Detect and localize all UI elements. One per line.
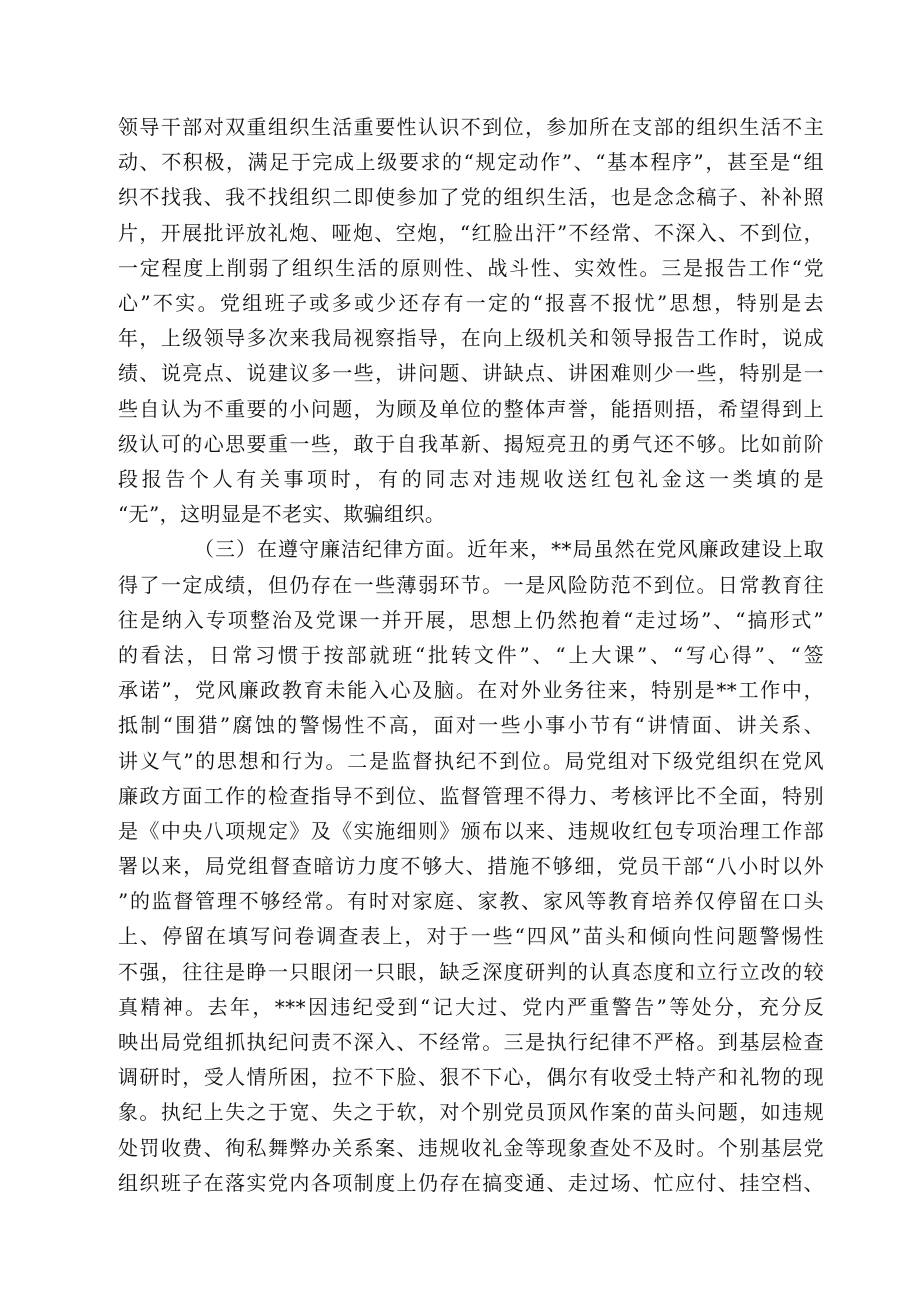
text-line: 讲义气”的思想和行为。二是监督执纪不到位。局党组对下级党组织在党风: [118, 748, 824, 773]
text-line: 往是纳入专项整治及党课一并开展，思想上仍然抱着“走过场”、“搞形式”: [118, 607, 824, 632]
text-line: 象。执纪上失之于宽、失之于软，对个别党员顶风作案的苗头问题，如违规: [118, 1100, 824, 1125]
text-line: 承诺”，党风廉政教育未能入心及脑。在对外业务往来，特别是**工作中，: [118, 678, 824, 703]
text-line: 不强，往往是睁一只眼闭一只眼，缺乏深度研判的认真态度和立行立改的较: [118, 959, 824, 984]
text-line: 年，上级领导多次来我局视察指导，在向上级机关和领导报告工作时，说成: [118, 326, 824, 351]
text-line: 真精神。去年，***因违纪受到“记大过、党内严重警告”等处分，充分反: [118, 994, 824, 1019]
paragraph-heading-line: （三）在遵守廉洁纪律方面。近年来，**局虽然在党风廉政建设上取: [194, 537, 824, 562]
text-line: “无”，这明显是不老实、欺骗组织。: [118, 502, 446, 527]
text-line: 是《中央八项规定》及《实施细则》颁布以来、违规收红包专项治理工作部: [118, 818, 824, 843]
text-line: 一定程度上削弱了组织生活的原则性、战斗性、实效性。三是报告工作“党: [118, 255, 824, 280]
text-line: 级认可的心思要重一些，敢于自我革新、揭短亮丑的勇气还不够。比如前阶: [118, 431, 824, 456]
text-line: 廉政方面工作的检查指导不到位、监督管理不得力、考核评比不全面，特别: [118, 783, 824, 808]
text-line: 领导干部对双重组织生活重要性认识不到位，参加所在支部的组织生活不主: [118, 115, 824, 139]
text-line: 心”不实。党组班子或多或少还存有一定的“报喜不报忧”思想，特别是去: [118, 290, 824, 315]
text-line: ”的监督管理不够经常。有时对家庭、家教、家风等教育培养仅停留在口头: [118, 889, 824, 914]
text-line: 得了一定成绩，但仍存在一些薄弱环节。一是风险防范不到位。日常教育往: [118, 572, 824, 597]
text-line: 些自认为不重要的小问题，为顾及单位的整体声誉，能捂则捂，希望得到上: [118, 396, 824, 421]
text-line: 署以来，局党组督查暗访力度不够大、措施不够细，党员干部“八小时以外: [118, 854, 824, 879]
text-line: 绩、说亮点、说建议多一些，讲问题、讲缺点、讲困难则少一些，特别是一: [118, 361, 824, 386]
text-line: 片，开展批评放礼炮、哑炮、空炮，“红脸出汗”不经常、不深入、不到位，: [118, 220, 824, 245]
paragraph-2: [118, 532, 824, 1201]
text-line: 织不找我、我不找组织二即使参加了党的组织生活，也是念念稿子、补补照: [118, 185, 824, 210]
text-line: 段报告个人有关事项时，有的同志对违规收送红包礼金这一类填的是: [118, 466, 824, 491]
text-line: 上、停留在填写问卷调查表上，对于一些“四风”苗头和倾向性问题警惕性: [118, 924, 824, 949]
text-line: 抵制“围猎”腐蚀的警惕性不高，面对一些小事小节有“讲情面、讲关系、: [118, 713, 824, 738]
text-line: 处罚收费、徇私舞弊办关系案、违规收礼金等现象查处不及时。个别基层党: [118, 1135, 824, 1160]
text-line: 映出局党组抓执纪问责不深入、不经常。三是执行纪律不严格。到基层检查: [118, 1030, 824, 1055]
text-line: 动、不积极，满足于完成上级要求的“规定动作”、“基本程序”，甚至是“组: [118, 150, 824, 175]
paragraph-1: [118, 110, 824, 532]
text-line: 调研时，受人情所困，拉不下脸、狠不下心，偶尔有收受土特产和礼物的现: [118, 1065, 824, 1090]
text-line: 组织班子在落实党内各项制度上仍存在搞变通、走过场、忙应付、挂空档、: [118, 1170, 824, 1195]
text-line: 的看法，日常习惯于按部就班“批转文件”、“上大课”、“写心得”、“签: [118, 642, 824, 667]
